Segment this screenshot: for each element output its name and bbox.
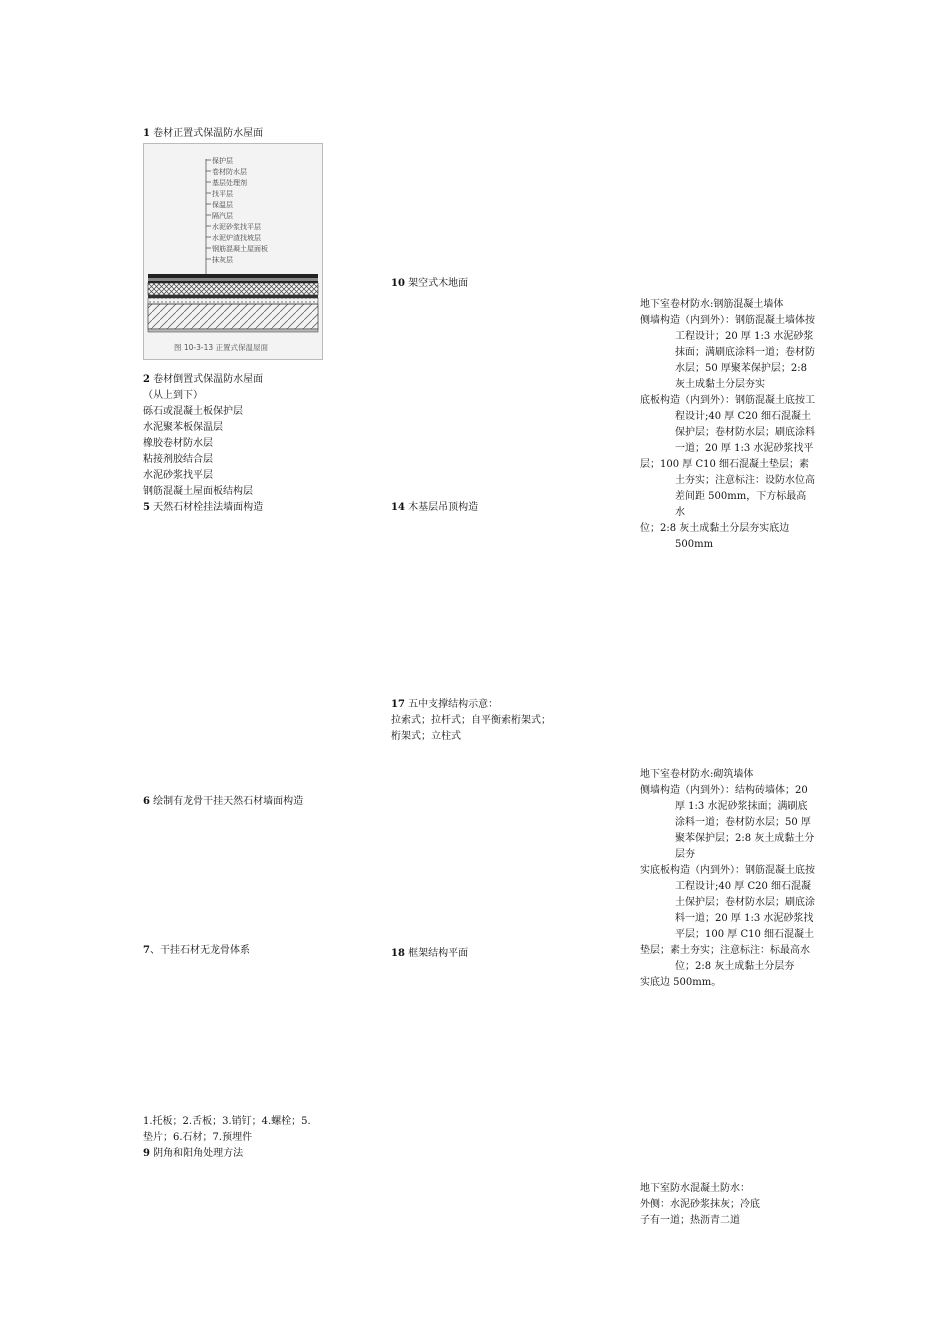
text-line: 桁架式；立柱式 [391, 731, 461, 742]
item-number: 10 [391, 278, 405, 289]
item-17-block [391, 697, 551, 745]
text-line: 钢筋混凝土屋面板结构层 [143, 486, 253, 497]
figure-caption: 图 10-3-13 正置式保温屋面 [174, 343, 269, 352]
text-line: 子有一道；热沥青二道 [640, 1215, 740, 1226]
text-line: 外侧：水泥砂浆抹灰；冷底 [640, 1199, 760, 1210]
legend-label: 卷材防水层 [212, 168, 247, 176]
paragraph: 位；2:8 灰土成黏土分层夯实底边500mm [640, 523, 790, 550]
layer-stack [148, 274, 318, 332]
item-number: 2 [143, 374, 150, 385]
text-line: 橡胶卷材防水层 [143, 438, 213, 449]
item-title: 绘制有龙骨干挂天然石材墙面构造 [153, 796, 304, 807]
item-title: 架空式木地面 [408, 278, 469, 289]
text-line: 水泥砂浆找平层 [143, 470, 213, 481]
item-7-heading [143, 943, 250, 959]
item-number: 6 [143, 796, 150, 807]
item-title: 卷材正置式保温防水屋面 [153, 128, 264, 139]
item-title: 框架结构平面 [408, 948, 469, 959]
paragraph: 底板构造（内到外）：钢筋混凝土底按工程设计;40 厚 C20 细石混凝土保护层；卷材防水层；刷底涂料一道；20 厚 1:3 水泥砂浆找平 [640, 395, 815, 454]
item-number: 5 [143, 502, 150, 513]
block-title: 地下室卷材防水:钢筋混凝土墙体 [640, 299, 784, 310]
text-line: 垫片；6.石材；7.预埋件 [143, 1132, 253, 1143]
item-2-heading [143, 372, 263, 388]
item-10-heading [391, 276, 468, 292]
item-title: 木基层吊顶构造 [408, 502, 479, 513]
item-number: 18 [391, 948, 405, 959]
text-line: 粘接剂胶结合层 [143, 454, 213, 465]
legend-label: 水泥砂浆找平层 [212, 223, 261, 231]
legend-label: 基层处理剂 [212, 179, 247, 187]
paragraph: 侧墙构造（内到外）：钢筋混凝土墙体按工程设计；20 厚 1:3 水泥砂浆抹面；满刷底涂料一道；卷材防水层；50 厚聚苯保护层；2:8 灰土成黏土分层夯实 [640, 315, 815, 390]
text-line: 水泥聚苯板保温层 [143, 422, 223, 433]
block-title: 地下室防水混凝土防水： [640, 1183, 750, 1194]
text-line: （从上到下） [143, 390, 203, 401]
legend-label: 保护层 [212, 157, 233, 165]
basement-membrane-concrete-wall [640, 297, 815, 553]
paragraph: 层；100 厚 C10 细石混凝土垫层；素土夯实；注意标注：设防水位高差间距 500mm，下方标最高水 [640, 459, 815, 518]
item-number: 7 [143, 945, 150, 956]
legend-label: 抹灰层 [212, 256, 233, 264]
item-number: 17 [391, 699, 405, 710]
text-line: 砾石或混凝土板保护层 [143, 406, 243, 417]
paragraph: 垫层；素土夯实；注意标注：标最高水位；2:8 灰土成黏土分层夯 [640, 945, 810, 972]
item-title: 、干挂石材无龙骨体系 [149, 945, 250, 956]
item-6-heading [143, 794, 303, 810]
item-number: 1 [143, 128, 150, 139]
item-title: 天然石材栓挂法墙面构造 [153, 502, 264, 513]
roof-section-figure [143, 143, 323, 360]
block-title: 地下室卷材防水:砌筑墙体 [640, 769, 754, 780]
item-9-heading [143, 1146, 311, 1162]
legend-label: 钢筋混凝土屋面板 [212, 245, 268, 253]
item-5-heading [143, 500, 263, 516]
text-line: 1.托板；2.舌板；3.销钉；4.螺栓；5. [143, 1116, 311, 1127]
item-17-heading [391, 697, 551, 713]
paragraph: 侧墙构造（内到外）：结构砖墙体；20 厚 1:3 水泥砂浆抹面；满刷底涂料一道；卷材防水层；50 厚聚苯保护层；2:8 灰土成黏土分层夯 [640, 785, 815, 860]
item-number: 14 [391, 502, 405, 513]
item-title: 五中支撑结构示意： [408, 699, 499, 710]
text-line: 拉索式；拉杆式；自平衡索桁架式； [391, 715, 551, 726]
item-number: 9 [143, 1148, 150, 1159]
item-18-heading [391, 946, 468, 962]
item-title: 卷材倒置式保温防水屋面 [153, 374, 264, 385]
basement-waterproof-concrete [640, 1181, 815, 1229]
paragraph: 实底板构造（内到外）：钢筋混凝土底按工程设计;40 厚 C20 细石混凝土保护层；卷材防水层；刷底涂料一道；20 厚 1:3 水泥砂浆找平层；100 厚 C10 细石混凝土 [640, 865, 815, 940]
item-2-lines [143, 388, 253, 500]
item-title: 阴角和阳角处理方法 [153, 1148, 244, 1159]
basement-membrane-masonry-wall [640, 767, 815, 991]
legend-label: 找平层 [212, 190, 233, 198]
legend-label: 保温层 [212, 201, 233, 209]
item-1-heading [143, 126, 263, 142]
paragraph: 实底边 500mm。 [640, 977, 722, 988]
parts-list [143, 1114, 311, 1162]
legend-label: 隔汽层 [212, 212, 233, 220]
legend-label: 水泥炉渣找坡层 [212, 234, 261, 242]
item-14-heading [391, 500, 478, 516]
